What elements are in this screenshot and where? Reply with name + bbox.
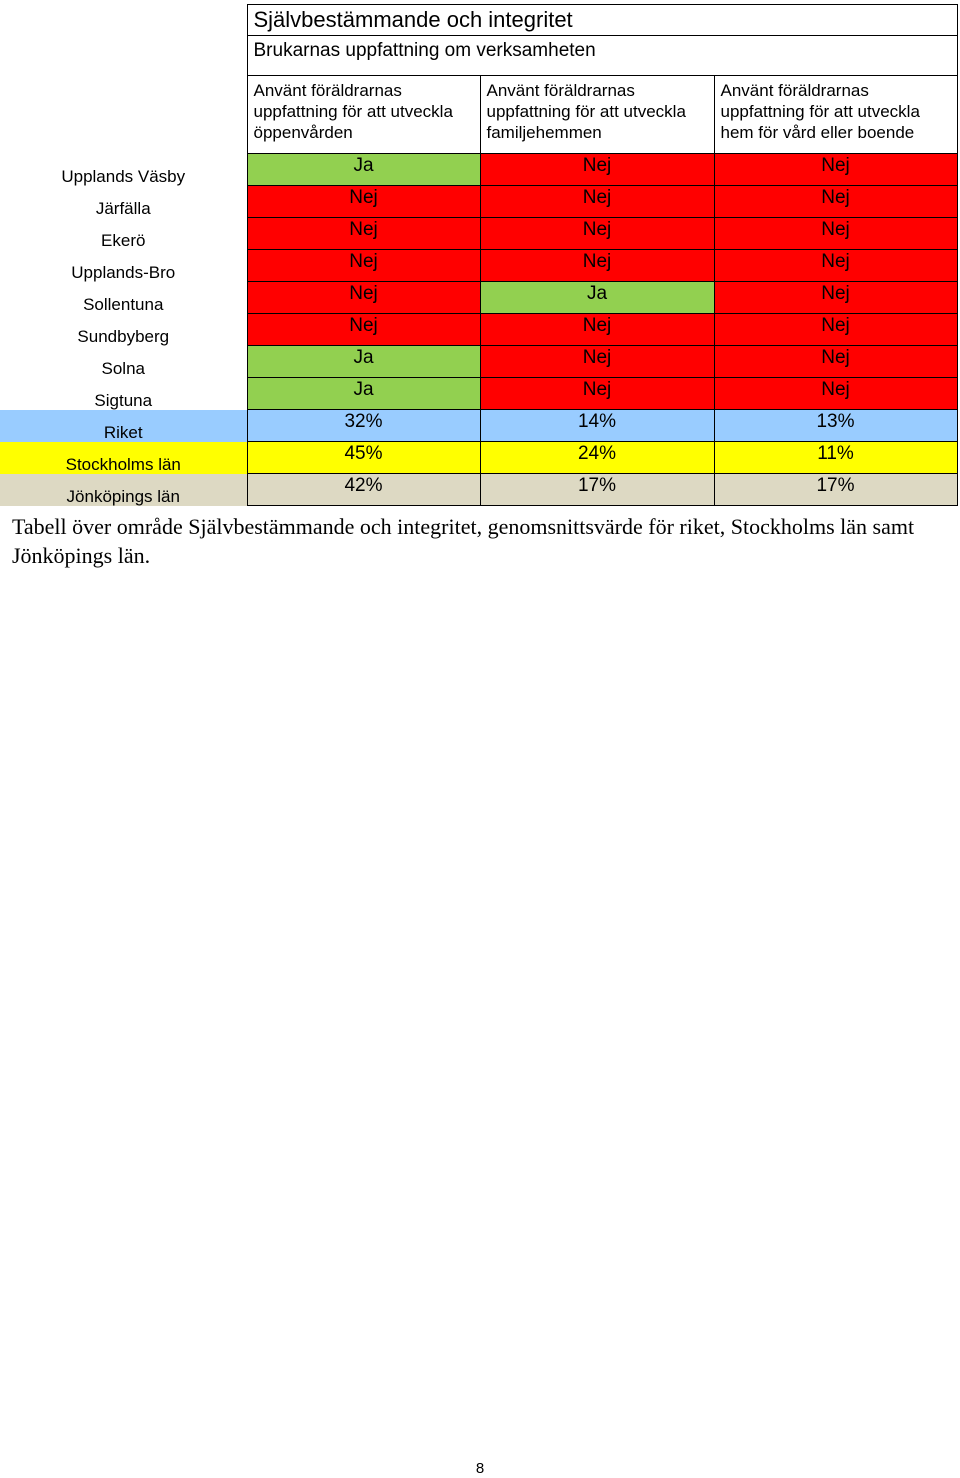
column-header: Använt föräldrarnas uppfattning för att utveckla familjehemmen <box>480 76 714 154</box>
table-cell: Nej <box>247 282 480 314</box>
table-cell: 32% <box>247 410 480 442</box>
page-number: 8 <box>475 1460 485 1477</box>
row-label: Solna <box>101 358 145 378</box>
row-label: Sollentuna <box>83 294 164 314</box>
table-cell: Nej <box>480 378 714 410</box>
corner-empty <box>0 36 247 76</box>
table-cell: Nej <box>480 250 714 282</box>
row-label: Jönköpings län <box>0 474 247 506</box>
table-cell: 17% <box>480 474 714 506</box>
table-cell: 11% <box>714 442 957 474</box>
table-cell: Nej <box>714 282 957 314</box>
table-cell: Nej <box>480 346 714 378</box>
table-cell: Nej <box>714 346 957 378</box>
table-cell: Nej <box>480 154 714 186</box>
table-row <box>0 250 957 282</box>
table-cell: 17% <box>714 474 957 506</box>
table-cell: Ja <box>247 346 480 378</box>
row-label: Upplands Väsby <box>61 166 186 186</box>
table-cell: Nej <box>247 250 480 282</box>
table-caption: Tabell över område Självbestämmande och integritet, genomsnittsvärde för riket, Stockholms län samt Jönköpings län. <box>12 514 915 568</box>
table-row <box>0 474 957 506</box>
table-title: Självbestämmande och integritet <box>247 5 957 36</box>
row-label: Järfälla <box>95 198 151 218</box>
table-cell: 14% <box>480 410 714 442</box>
row-label: Sundbyberg <box>77 326 170 346</box>
table-row <box>0 186 957 218</box>
table-cell: Nej <box>247 314 480 346</box>
table-row <box>0 314 957 346</box>
row-label: Sigtuna <box>94 390 153 410</box>
row-label: Upplands-Bro <box>71 262 176 282</box>
table-cell: Nej <box>247 218 480 250</box>
results-table <box>0 4 958 506</box>
table-cell: Nej <box>480 314 714 346</box>
table-cell: Nej <box>714 154 957 186</box>
corner-empty <box>0 5 247 36</box>
table-cell: 45% <box>247 442 480 474</box>
row-label: Stockholms län <box>0 442 247 474</box>
table-cell: Ja <box>480 282 714 314</box>
table-cell: Nej <box>714 250 957 282</box>
column-header: Använt föräldrarnas uppfattning för att utveckla hem för vård eller boende <box>714 76 957 154</box>
table-cell: Nej <box>714 186 957 218</box>
table-cell: 42% <box>247 474 480 506</box>
table-cell: Ja <box>247 154 480 186</box>
table-row <box>0 442 957 474</box>
table-cell: Nej <box>714 314 957 346</box>
table-row <box>0 378 957 410</box>
table-cell: Ja <box>247 378 480 410</box>
row-label: Ekerö <box>101 230 146 250</box>
table-row <box>0 218 957 250</box>
table-row <box>0 154 957 186</box>
table-row <box>0 282 957 314</box>
table-cell: Nej <box>714 378 957 410</box>
table-cell: 24% <box>480 442 714 474</box>
row-label: Riket <box>0 410 247 442</box>
table-subtitle: Brukarnas uppfattning om verksamheten <box>247 36 957 76</box>
table-cell: 13% <box>714 410 957 442</box>
table-cell: Nej <box>480 186 714 218</box>
table-row <box>0 410 957 442</box>
column-header: Använt föräldrarnas uppfattning för att utveckla öppenvården <box>247 76 480 154</box>
table-cell: Nej <box>247 186 480 218</box>
corner-empty <box>0 76 247 154</box>
table-cell: Nej <box>480 218 714 250</box>
table-row <box>0 346 957 378</box>
results-table-container <box>0 4 960 506</box>
table-cell: Nej <box>714 218 957 250</box>
